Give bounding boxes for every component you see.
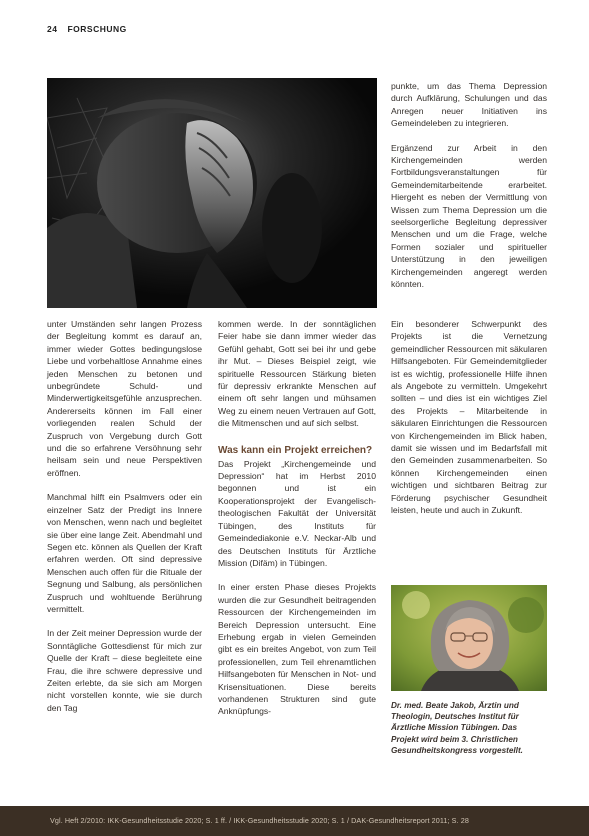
- portrait-illustration: [391, 585, 547, 691]
- paragraph: Ein besonderer Schwerpunkt des Projekts ist die Vernetzung gemeindlicher Ressourcen mit säkularen Hilfsangeboten. Für Gemeindemitglieder ist es wichtig, professionelle Hilfe ihnen als Angebote zu vermitteln. Umgekehrt sollten – und dies ist ein wichtiges Ziel des Projekts – Mitarbeitende in säkularen Einrichtungen die Ressourcen von Kirchengemeinden im Blick haben, damit sie wissen und im Bedarfsfall mit den Gemeinden zusammenarbeiten. So können Kirchengemeinden einen wichtigen und sichtbaren Beitrag zur Förderung psychischer Gesundheit leisten, heute und auch in Zukunft.: [391, 319, 547, 516]
- column-right: [391, 318, 547, 517]
- paragraph: punkte, um das Thema Depression durch Aufklärung, Schulungen und das Anregen neuer Initiativen ins Gemeindeleben zu integrieren.: [391, 81, 547, 129]
- paragraph: Das Projekt „Kirchengemeinde und Depression“ hat im Herbst 2010 begonnen und ist ein Kooperationsprojekt der Evangelisch-theologischen Fakultät der Universität Tübingen, des Instituts für Gemeindediakonie e.V. Neckar-Alb und des Deutschen Instituts für Ärztliche Mission (Difäm) in Tübingen.: [218, 458, 376, 568]
- section-heading: Was kann ein Projekt erreichen?: [218, 444, 373, 456]
- column-middle: [218, 318, 376, 718]
- praying-hands-photo: [47, 78, 377, 308]
- paragraph: Ergänzend zur Arbeit in den Kirchengemeinden werden Fortbildungsveranstaltungen für Gemeindemitarbeitende erarbeitet. Hiergeht es neben der Vermittlung von Wissen zum Thema Depression um die seelsorgerliche Begleitung depressiver Menschen und um die Frage, welche Formen sozialer und spiritueller Unterstützung in den jeweiligen Kirchengemeinden angeregt werden könnten.: [391, 142, 547, 290]
- paragraph: unter Umständen sehr langen Prozess der Begleitung kommt es darauf an, immer wieder Gottes bedingungslose Liebe und vorbehaltlose Annahme eines jeden Menschen zu betonen und unbegründete Schuld- und Minderwertigkeitsgefühle anzusprechen. Andererseits können im Fall einer vorliegenden realen Schuld der Zuspruch von Vergebung durch Gott und die so erfahrene Versöhnung sehr heilsam sein und neue Perspektiven eröffnen.: [47, 319, 202, 478]
- column-left: [47, 318, 202, 714]
- running-header: [47, 24, 127, 34]
- footer-bar: [0, 806, 589, 836]
- section-title: FORSCHUNG: [67, 24, 127, 34]
- paragraph: Manchmal hilft ein Psalmvers oder ein einzelner Satz der Predigt ins Innere von Menschen, wenn nach und begleitet sie über eine lange Zeit. Abendmahl und Segen etc. können als Quellen der Kraft erfahren werden. Oft sind depressive Menschen auch offen für die Rituale der Segnung und Salbung, als persönlichen Zuspruch und wohltuende Berührung vermittelt.: [47, 492, 202, 614]
- footer-references: Vgl. Heft 2/2010: IKK-Gesundheitsstudie 2020; S. 1 ff. / IKK-Gesundheitsstudie 2020; S. 1 / DAK-Gesundheitsreport 2011; S. 28: [50, 816, 469, 825]
- paragraph: In der Zeit meiner Depression wurde der Sonntägliche Gottesdienst für mich zur Quelle der Kraft – diese begleitete eine Frau, die ihre schwere depressive und Zeiten erlebte, da sie sich am Morgen nicht vorstellen konnte, wie sie durch den Tag: [47, 628, 202, 713]
- column-right-top: [391, 80, 547, 291]
- praying-hands-illustration: [47, 78, 377, 308]
- photo-caption: Dr. med. Beate Jakob, Ärztin und Theologin, Deutsches Institut für Ärztliche Mission Tübingen. Das Projekt wird beim 3. Christlichen Gesundheitskongress vorgestellt.: [391, 701, 523, 755]
- page-number: 24: [47, 24, 58, 34]
- portrait-photo: [391, 585, 547, 691]
- paragraph: kommen werde. In der sonntäglichen Feier habe sie dann immer wieder das Gefühl gehabt, Gott sei bei ihr und gebe ihr Mut. – Dieses Beispiel zeigt, wie spirituelle Ressourcen Stärkung bieten für depressiv erkrankte Menschen auf einem oft sehr langen und mühsamen Weg zu einem neuen Vertrauen auf Gott, die Mitmenschen und auf sich selbst.: [218, 319, 376, 429]
- paragraph: In einer ersten Phase dieses Projekts wurden die zur Gesundheit beitragenden Ressourcen der Kirchengemeinden im Bereich Depression untersucht. Eine Erhebung ergab in vielen Gemeinden gibt es ein breites Angebot, von zum Teil professionellen, zum Teil ehrenamtlichen Hilfsangeboten für Menschen in Not- und Krisensituationen. Diese bereits vorhandenen Strukturen sind gute Anknüpfungs-: [218, 582, 376, 717]
